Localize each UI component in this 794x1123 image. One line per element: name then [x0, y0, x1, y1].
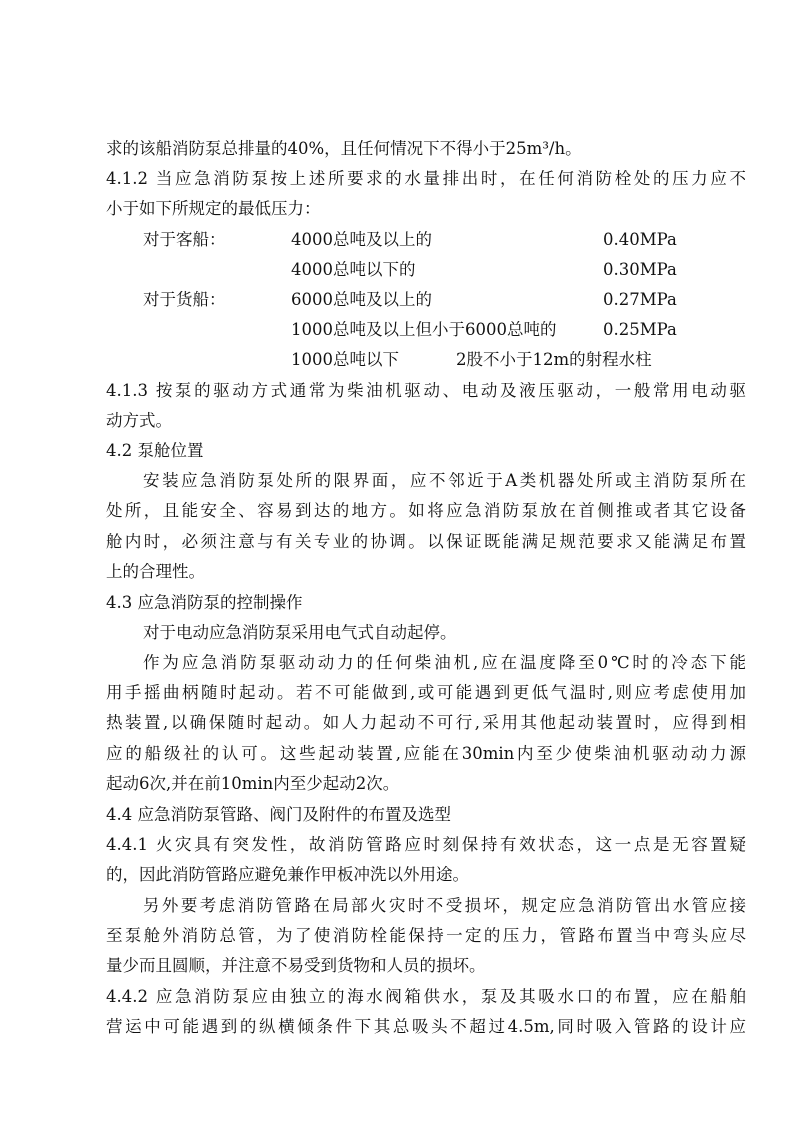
section-4-4-2-line: 4.4.2 应急消防泵应由独立的海水阀箱供水，泵及其吸水口的布置，应在船舶	[106, 987, 746, 1006]
paragraph-line: 处所，且能安全、容易到达的地方。如将应急消防泵放在首侧推或者其它设备	[106, 501, 746, 520]
paragraph-line: 安装应急消防泵处所的限界面，应不邻近于A类机器处所或主消防泵所在	[143, 471, 746, 490]
paragraph-line: 另外要考虑消防管路在局部火灾时不受损坏，规定应急消防管出水管应接	[143, 896, 746, 915]
section-4-1-3-line: 4.1.3 按泵的驱动方式通常为柴油机驱动、电动及液压驱动，一般常用电动驱	[106, 381, 746, 400]
paragraph-line: 应的船级社的认可。这些起动装置,应能在30min内至少使柴油机驱动动力源	[106, 744, 746, 763]
paragraph-line: 舱内时，必须注意与有关专业的协调。以保证既能满足规范要求又能满足布置	[106, 532, 746, 551]
paragraph-line: 小于如下所规定的最低压力：	[106, 199, 321, 218]
paragraph-line: 的，因此消防管路应避免兼作甲板冲洗以外用途。	[106, 865, 469, 884]
section-4-4-1-line: 4.4.1 火灾具有突发性，故消防管路应时刻保持有效状态，这一点是无容置疑	[106, 835, 746, 854]
paragraph-line: 热装置,以确保随时起动。如人力起动不可行,采用其他起动装置时，应得到相	[106, 713, 746, 732]
pressure-value: 0.25MPa	[603, 320, 677, 339]
paragraph-line: 营运中可能遇到的纵横倾条件下其总吸头不超过4.5m,同时吸入管路的设计应	[106, 1017, 746, 1036]
pressure-condition: 1000总吨以下	[291, 350, 399, 369]
section-heading-4-3: 4.3 应急消防泵的控制操作	[106, 593, 303, 612]
pressure-condition: 4000总吨以下的	[291, 260, 416, 279]
paragraph-line: 量少而且圆顺，并注意不易受到货物和人员的损坏。	[106, 956, 486, 975]
paragraph-line: 至泵舱外消防总管，为了使消防栓能保持一定的压力，管路布置当中弯头应尽	[106, 926, 746, 945]
section-4-1-2-line: 4.1.2 当应急消防泵按上述所要求的水量排出时，在任何消防栓处的压力应不	[106, 169, 746, 188]
passenger-ship-label: 对于客船：	[143, 230, 226, 249]
pressure-value: 0.27MPa	[603, 290, 677, 309]
pressure-condition: 6000总吨及以上的	[291, 290, 432, 309]
pressure-value: 0.40MPa	[603, 230, 677, 249]
paragraph-line: 动方式。	[106, 411, 172, 430]
section-heading-4-2: 4.2 泵舱位置	[106, 441, 204, 460]
paragraph-line: 求的该船消防泵总排量的40%，且任何情况下不得小于25m³/h。	[106, 139, 582, 158]
paragraph-line: 用手摇曲柄随时起动。若不可能做到,或可能遇到更低气温时,则应考虑使用加	[106, 683, 746, 702]
paragraph-line: 作为应急消防泵驱动动力的任何柴油机,应在温度降至0℃时的冷态下能	[143, 653, 746, 672]
cargo-ship-label: 对于货船：	[143, 290, 226, 309]
paragraph-line: 起动6次,并在前10min内至少起动2次。	[106, 774, 400, 793]
section-heading-4-4: 4.4 应急消防泵管路、阀门及附件的布置及选型	[106, 805, 451, 824]
paragraph-line: 上的合理性。	[106, 562, 205, 581]
paragraph-line: 对于电动应急消防泵采用电气式自动起停。	[143, 623, 457, 642]
pressure-value: 0.30MPa	[603, 260, 677, 279]
pressure-value: 2股不小于12m的射程水柱	[456, 350, 652, 369]
pressure-condition: 1000总吨及以上但小于6000总吨的	[291, 320, 557, 339]
pressure-condition: 4000总吨及以上的	[291, 230, 432, 249]
